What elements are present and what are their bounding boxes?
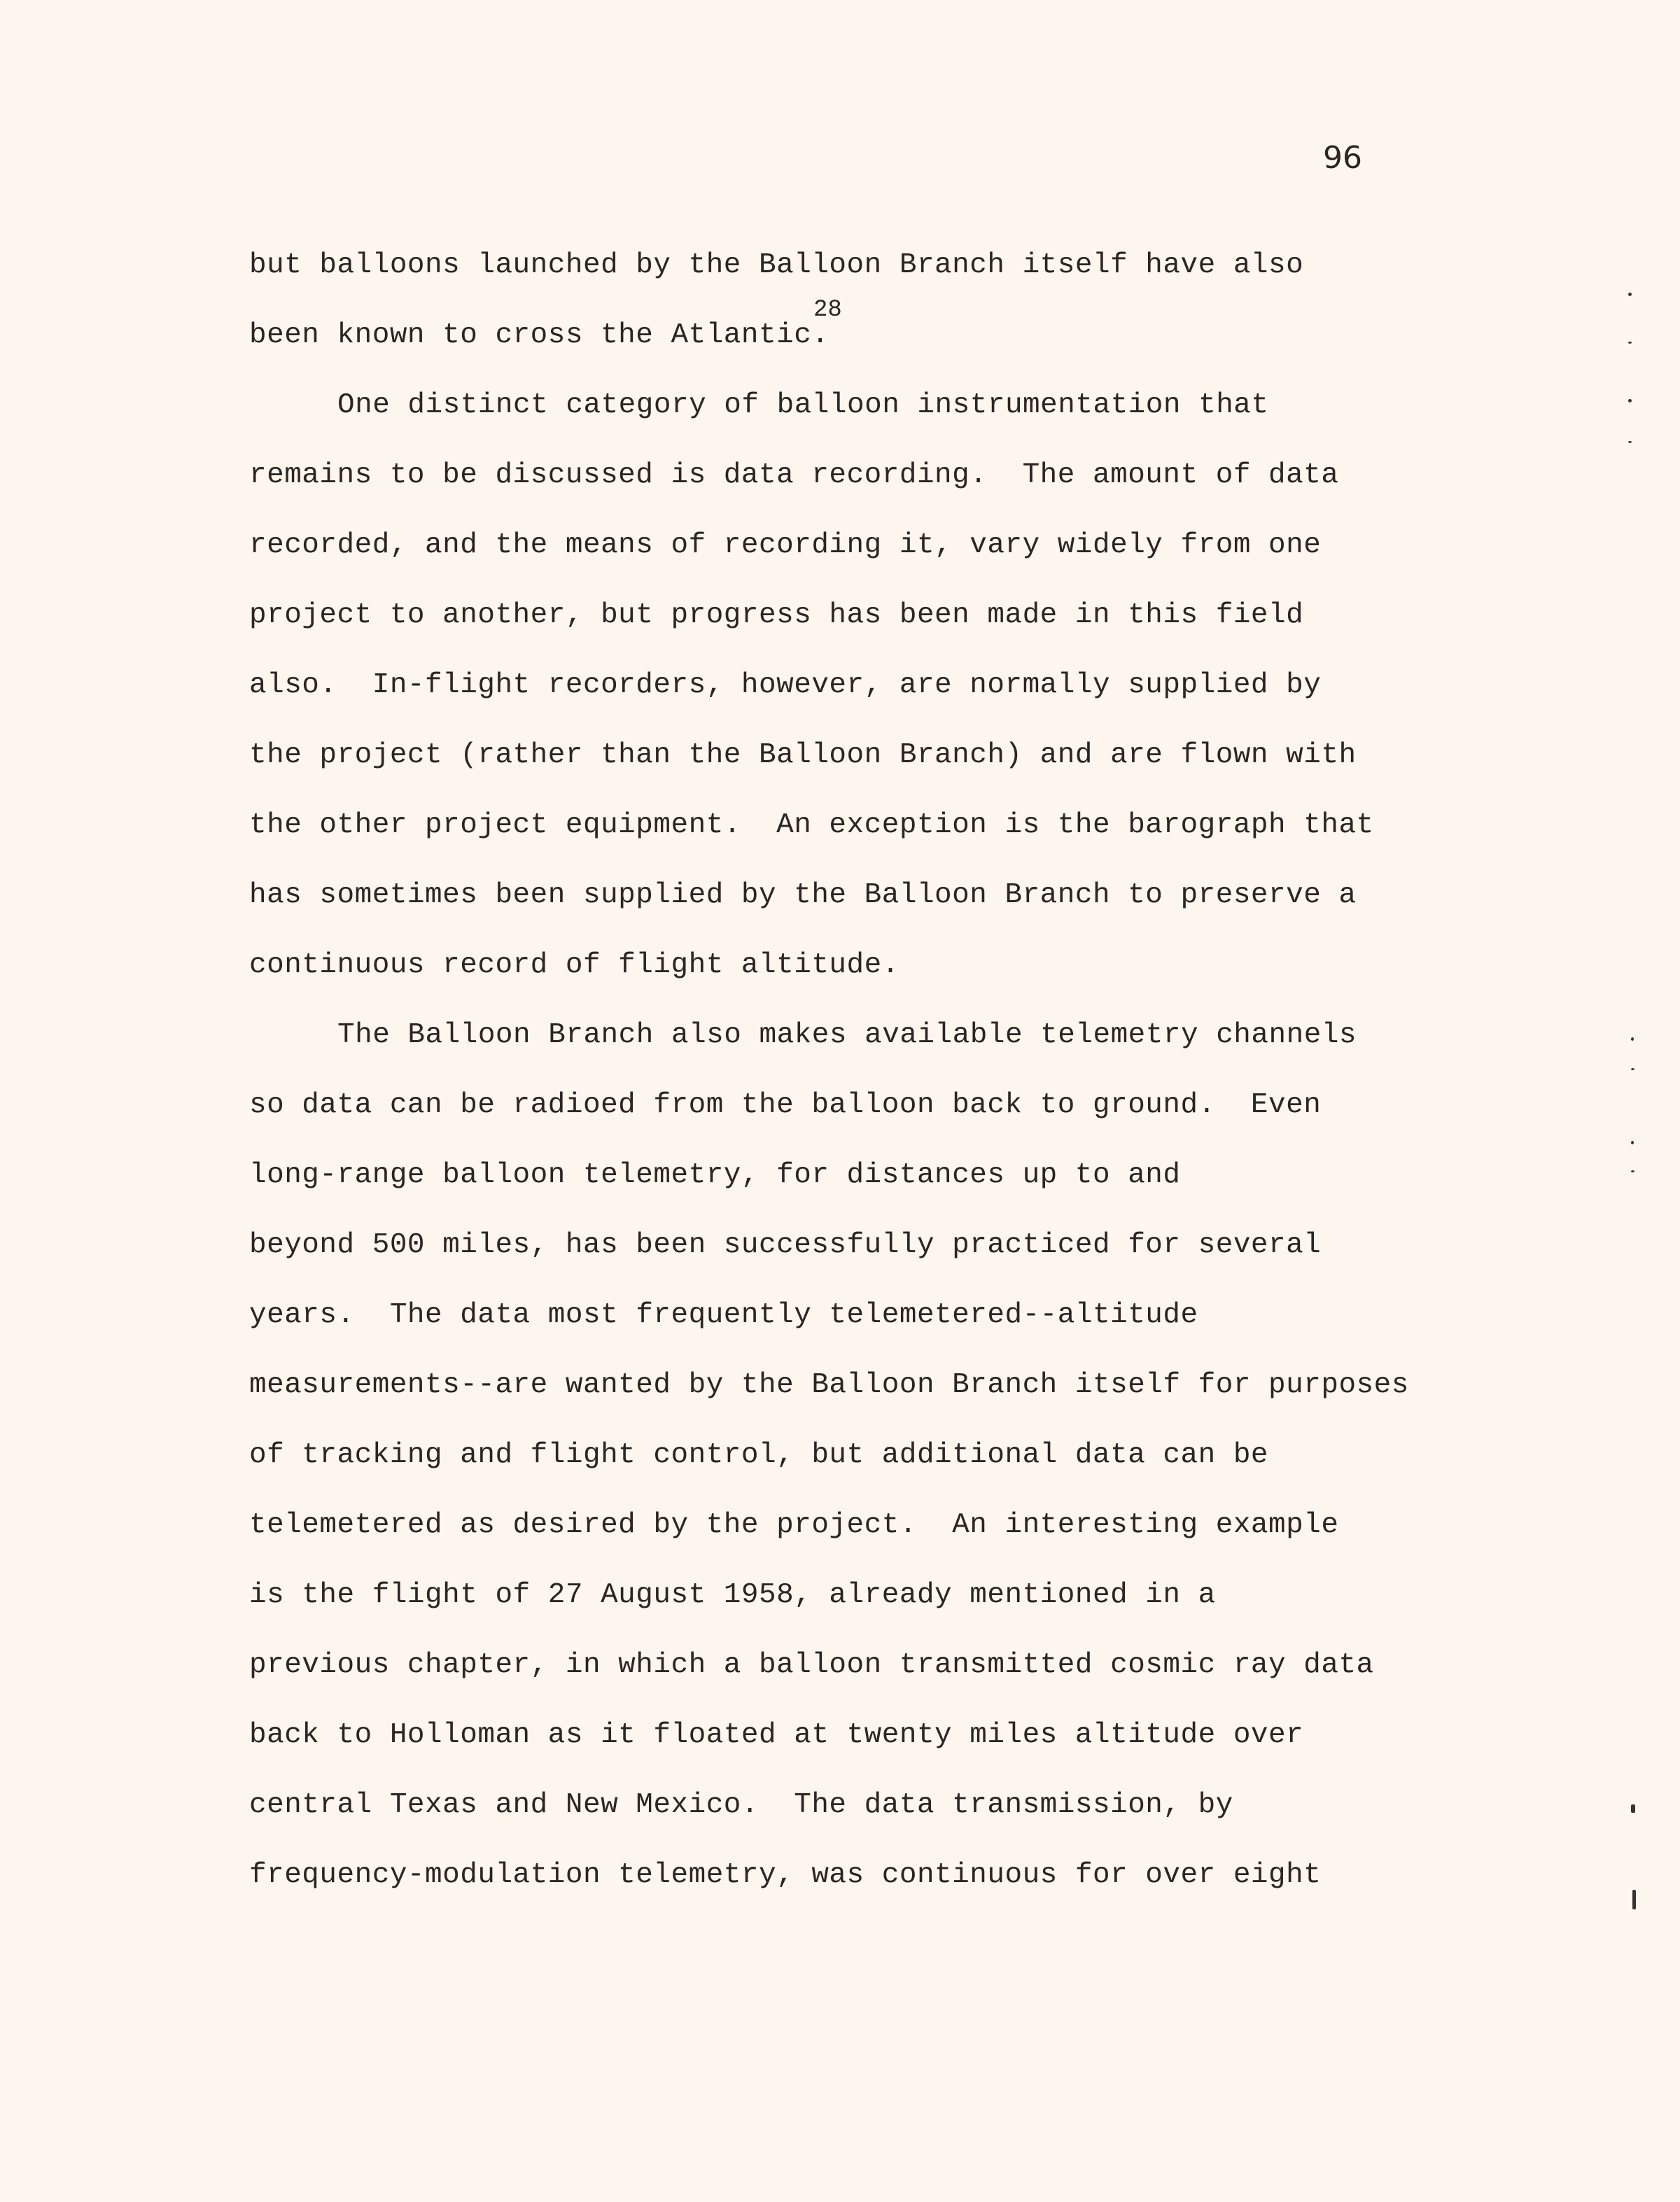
scan-speck: [1631, 1068, 1634, 1070]
text-line: is the flight of 27 August 1958, already mentioned in a: [249, 1579, 1216, 1611]
scan-speck: [1628, 293, 1632, 296]
text-line: the project (rather than the Balloon Branch) and are flown with: [249, 739, 1357, 771]
text-line: project to another, but progress has been made in this field: [249, 599, 1304, 631]
scan-speck: [1628, 441, 1632, 443]
scan-speck: [1631, 1804, 1635, 1813]
text-line: but balloons launched by the Balloon Branch itself have also: [249, 249, 1304, 281]
text-line: remains to be discussed is data recording. The amount of data: [249, 459, 1339, 491]
text-line: central Texas and New Mexico. The data transmission, by: [249, 1789, 1233, 1821]
text-line: has sometimes been supplied by the Balloon Branch to preserve a: [249, 879, 1357, 911]
text-line: also. In-flight recorders, however, are normally supplied by: [249, 669, 1322, 701]
text-line: so data can be radioed from the balloon back to ground. Even: [249, 1089, 1322, 1121]
text-line: back to Holloman as it floated at twenty miles altitude over: [249, 1719, 1304, 1751]
text-line: previous chapter, in which a balloon transmitted cosmic ray data: [249, 1649, 1374, 1681]
text-line: recorded, and the means of recording it, vary widely from one: [249, 529, 1322, 561]
text-line: beyond 500 miles, has been successfully practiced for several: [249, 1229, 1322, 1261]
text-line: measurements--are wanted by the Balloon Branch itself for purposes: [249, 1369, 1409, 1401]
scan-speck: [1628, 399, 1632, 402]
paragraph-first-line: The Balloon Branch also makes available telemetry channels: [337, 1019, 1357, 1051]
text-line: telemetered as desired by the project. An interesting example: [249, 1509, 1339, 1541]
text-line: of tracking and flight control, but additional data can be: [249, 1439, 1269, 1471]
paragraph-first-line: One distinct category of balloon instrumentation that: [337, 389, 1269, 421]
text-line: frequency-modulation telemetry, was continuous for over eight: [249, 1859, 1322, 1891]
text-line: been known to cross the Atlantic.: [249, 319, 830, 351]
text-line: continuous record of flight altitude.: [249, 949, 899, 981]
footnote-reference: 28: [813, 297, 842, 323]
scan-speck: [1628, 342, 1632, 344]
scan-speck: [1631, 1141, 1634, 1144]
scan-speck: [1632, 1890, 1636, 1909]
text-line: long-range balloon telemetry, for distances up to and: [249, 1159, 1181, 1191]
page-number: 96: [1323, 140, 1362, 176]
text-line: years. The data most frequently telemetered--altitude: [249, 1299, 1198, 1331]
scan-speck: [1631, 1037, 1634, 1041]
text-line: the other project equipment. An exception is the barograph that: [249, 809, 1374, 841]
scan-speck: [1631, 1170, 1634, 1172]
